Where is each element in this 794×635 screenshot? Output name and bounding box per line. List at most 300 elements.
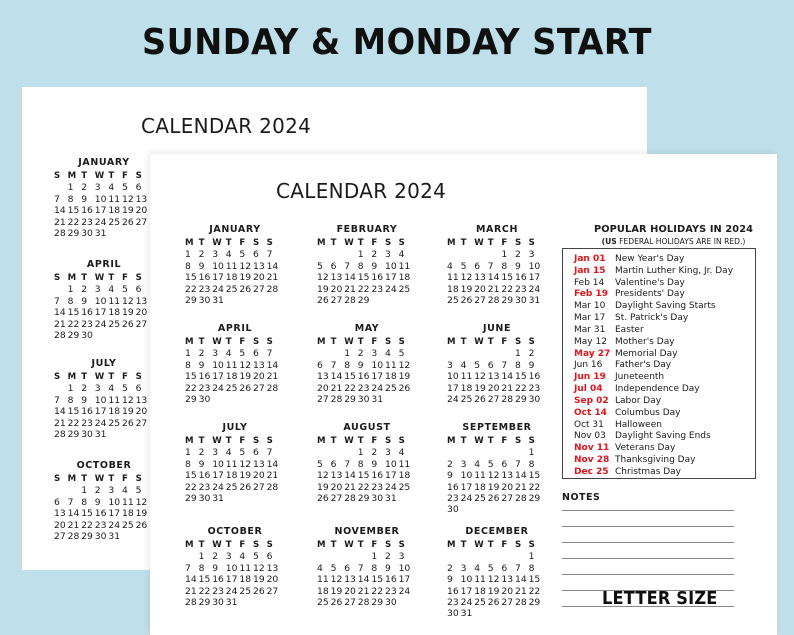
day-cell: 31 <box>528 294 541 306</box>
weekday-header: T <box>460 238 467 248</box>
day-cell: 13 <box>330 272 343 284</box>
day-cell: 7 <box>266 447 273 459</box>
day-cell: 11 <box>225 458 238 470</box>
day-cell: 25 <box>384 382 397 394</box>
weekday-header: S <box>54 474 61 484</box>
day-cell: 31 <box>94 227 107 239</box>
day-cell: 30 <box>198 492 211 504</box>
day-cell: 27 <box>252 382 265 394</box>
day-cell <box>317 447 331 458</box>
day-cell: 7 <box>266 249 273 261</box>
holiday-name: Labor Day <box>615 395 662 406</box>
weekday-header: W <box>474 238 484 248</box>
day-cell <box>447 249 461 260</box>
weekday-header: T <box>198 337 205 347</box>
holiday-date: Jun 16 <box>574 360 603 371</box>
weekday-header: F <box>371 337 378 347</box>
month-may <box>317 323 417 405</box>
day-cell: 23 <box>94 519 107 531</box>
day-cell: 26 <box>135 519 148 531</box>
day-cell: 15 <box>67 205 80 217</box>
day-cell: 8 <box>198 562 205 574</box>
day-cell: 5 <box>252 551 259 563</box>
day-cell: 2 <box>371 249 378 261</box>
weekday-header: T <box>357 337 364 347</box>
holidays-subtitle-us: (US <box>601 237 617 246</box>
day-cell: 11 <box>317 574 329 586</box>
holiday-name: Presidents' Day <box>615 289 685 300</box>
day-cell: 23 <box>81 216 93 228</box>
month-name: JANUARY <box>78 157 130 168</box>
day-cell: 6 <box>487 359 494 371</box>
weekday-header: W <box>344 436 354 446</box>
day-cell: 29 <box>501 294 514 306</box>
day-cell <box>253 295 267 306</box>
day-cell: 27 <box>487 393 500 405</box>
day-cell: 20 <box>344 585 356 597</box>
holiday-name: Thanksgiving Day <box>615 455 696 466</box>
day-cell: 27 <box>135 216 148 228</box>
day-cell <box>501 447 515 458</box>
day-cell: 9 <box>198 260 205 272</box>
day-cell: 17 <box>94 307 107 319</box>
day-cell: 12 <box>474 371 486 383</box>
day-cell <box>267 493 281 504</box>
holiday-row <box>574 337 755 349</box>
day-cell <box>474 249 488 260</box>
day-cell: 11 <box>460 371 473 383</box>
day-cell: 3 <box>460 458 467 470</box>
weekday-header: S <box>398 238 405 248</box>
day-cell: 6 <box>344 562 351 574</box>
day-cell: 8 <box>371 562 378 574</box>
day-cell: 11 <box>108 193 121 205</box>
day-cell: 1 <box>501 249 508 261</box>
day-cell: 21 <box>330 382 343 394</box>
day-cell: 21 <box>514 585 527 597</box>
day-cell: 19 <box>330 585 343 597</box>
day-cell: 4 <box>225 447 232 459</box>
day-cell: 16 <box>81 205 93 217</box>
holiday-row <box>574 443 755 455</box>
weekday-header: F <box>239 238 246 248</box>
day-cell: 16 <box>357 371 370 383</box>
day-cell: 24 <box>225 585 238 597</box>
day-cell: 23 <box>81 318 93 330</box>
day-cell: 31 <box>460 608 473 620</box>
day-cell: 26 <box>239 481 252 493</box>
day-cell: 13 <box>135 295 148 307</box>
day-cell: 25 <box>460 393 473 405</box>
day-cell: 13 <box>54 508 66 520</box>
day-cell: 5 <box>121 182 128 194</box>
weekday-header: F <box>501 238 508 248</box>
day-cell: 22 <box>185 481 197 493</box>
day-cell: 21 <box>501 382 514 394</box>
day-cell: 24 <box>460 492 473 504</box>
day-cell: 7 <box>67 496 74 508</box>
day-cell: 27 <box>252 481 265 493</box>
day-cell: 2 <box>198 348 205 360</box>
day-cell: 24 <box>108 519 121 531</box>
day-cell: 5 <box>398 348 405 360</box>
day-cell: 22 <box>67 417 80 429</box>
note-line <box>562 510 734 511</box>
back-month-april <box>54 259 154 341</box>
day-cell <box>136 531 150 542</box>
day-cell: 5 <box>121 284 128 296</box>
day-cell: 13 <box>501 574 514 586</box>
day-cell: 6 <box>501 458 508 470</box>
day-cell: 4 <box>108 182 115 194</box>
day-cell: 4 <box>225 249 232 261</box>
day-cell: 7 <box>344 458 351 470</box>
day-cell: 29 <box>185 492 197 504</box>
day-cell: 30 <box>528 393 541 405</box>
day-cell <box>501 551 515 562</box>
weekday-header: M <box>317 540 326 550</box>
day-cell: 19 <box>487 481 500 493</box>
weekday-header: W <box>212 337 222 347</box>
day-cell: 6 <box>330 260 337 272</box>
day-cell: 3 <box>371 348 378 360</box>
day-cell: 8 <box>81 496 88 508</box>
weekday-header: M <box>185 540 194 550</box>
day-cell: 27 <box>330 294 343 306</box>
weekday-header: S <box>54 171 61 181</box>
day-cell: 15 <box>185 272 197 284</box>
day-cell: 25 <box>225 283 238 295</box>
day-cell: 8 <box>501 260 508 272</box>
day-cell: 18 <box>121 508 134 520</box>
day-cell: 18 <box>474 585 486 597</box>
day-cell: 17 <box>212 470 224 482</box>
day-cell: 19 <box>487 585 500 597</box>
day-cell: 8 <box>357 260 364 272</box>
day-cell: 23 <box>212 585 224 597</box>
day-cell: 7 <box>357 562 364 574</box>
day-cell <box>474 608 488 619</box>
day-cell: 9 <box>212 562 219 574</box>
day-cell: 15 <box>357 470 370 482</box>
month-grid <box>54 474 154 542</box>
holiday-row <box>574 278 755 290</box>
day-cell: 19 <box>398 371 411 383</box>
day-cell <box>267 295 281 306</box>
holiday-date: May 27 <box>574 348 611 359</box>
weekday-header: M <box>67 372 77 382</box>
day-cell: 26 <box>330 596 343 608</box>
day-cell: 6 <box>135 182 142 194</box>
day-cell <box>501 348 515 359</box>
weekday-header: T <box>198 436 205 446</box>
day-cell: 23 <box>384 585 397 597</box>
holiday-name: St. Patrick's Day <box>615 313 689 324</box>
day-cell: 30 <box>447 608 459 620</box>
day-cell: 3 <box>384 447 391 459</box>
day-cell: 13 <box>252 260 265 272</box>
day-cell: 12 <box>239 359 252 371</box>
weekday-header: S <box>54 372 61 382</box>
day-cell: 22 <box>185 382 197 394</box>
day-cell <box>461 447 475 458</box>
day-cell: 20 <box>135 307 148 319</box>
day-cell: 10 <box>460 574 473 586</box>
day-cell: 16 <box>514 272 527 284</box>
day-cell: 26 <box>239 382 252 394</box>
day-cell: 30 <box>81 227 93 239</box>
note-line <box>562 574 734 575</box>
day-cell: 28 <box>266 481 279 493</box>
day-cell: 7 <box>54 193 60 205</box>
note-line <box>562 558 734 559</box>
day-cell: 9 <box>198 359 205 371</box>
holiday-name: Valentine's Day <box>615 277 685 288</box>
month-name: OCTOBER <box>207 526 263 537</box>
holiday-date: Jan 01 <box>574 254 606 264</box>
holiday-name: Independence Day <box>615 384 700 395</box>
weekday-header: T <box>108 474 115 484</box>
weekday-header: M <box>185 337 194 347</box>
holiday-date: Oct 31 <box>574 419 604 430</box>
day-cell: 11 <box>225 359 238 371</box>
day-cell: 14 <box>54 406 66 418</box>
weekday-header: S <box>528 238 535 248</box>
day-cell: 2 <box>384 551 391 563</box>
day-cell: 14 <box>514 470 527 482</box>
day-cell: 4 <box>474 562 481 574</box>
day-cell <box>54 383 68 394</box>
day-cell <box>488 249 502 260</box>
weekday-header: M <box>185 436 194 446</box>
day-cell: 17 <box>447 382 459 394</box>
day-cell: 21 <box>487 283 500 295</box>
day-cell <box>122 228 136 239</box>
holiday-row <box>574 372 755 384</box>
day-cell: 12 <box>121 394 134 406</box>
weekday-header: W <box>212 436 222 446</box>
month-name: APRIL <box>86 259 122 270</box>
day-cell: 18 <box>384 371 397 383</box>
weekday-header: W <box>474 540 484 550</box>
day-cell: 29 <box>67 428 80 440</box>
day-cell: 21 <box>266 470 279 482</box>
day-cell: 28 <box>344 294 356 306</box>
day-cell: 20 <box>317 382 329 394</box>
day-cell: 4 <box>108 284 115 296</box>
day-cell <box>136 429 150 440</box>
weekday-header: T <box>330 436 337 446</box>
day-cell: 11 <box>398 458 411 470</box>
day-cell <box>488 447 502 458</box>
weekday-header: S <box>398 436 405 446</box>
day-cell: 5 <box>121 383 128 395</box>
day-cell: 6 <box>330 458 337 470</box>
day-cell: 10 <box>384 260 397 272</box>
day-cell: 20 <box>266 574 279 586</box>
day-cell: 14 <box>266 260 279 272</box>
day-cell: 2 <box>198 447 205 459</box>
day-cell <box>461 348 475 359</box>
day-cell: 9 <box>447 470 453 482</box>
day-cell: 9 <box>81 295 88 307</box>
day-cell: 9 <box>371 260 378 272</box>
day-cell <box>317 249 331 260</box>
day-cell: 15 <box>528 574 541 586</box>
day-cell: 24 <box>94 216 107 228</box>
weekday-header: T <box>330 238 337 248</box>
month-grid <box>447 436 547 516</box>
holiday-row <box>574 325 755 337</box>
weekday-header: W <box>212 238 222 248</box>
day-cell: 20 <box>252 470 265 482</box>
day-cell: 1 <box>528 447 535 459</box>
day-cell: 15 <box>67 307 80 319</box>
day-cell <box>239 394 253 405</box>
day-cell: 30 <box>384 596 397 608</box>
day-cell: 15 <box>528 470 541 482</box>
weekday-header: S <box>135 474 142 484</box>
holiday-date: Jul 04 <box>574 384 603 395</box>
weekday-header: S <box>528 540 535 550</box>
day-cell: 4 <box>225 348 232 360</box>
day-cell: 29 <box>185 393 197 405</box>
weekday-header: F <box>239 540 246 550</box>
day-cell: 12 <box>317 272 329 284</box>
day-cell <box>515 551 529 562</box>
day-cell: 29 <box>357 294 370 306</box>
day-cell: 18 <box>108 307 121 319</box>
day-cell <box>226 295 240 306</box>
weekday-header: S <box>514 436 522 446</box>
day-cell: 14 <box>266 458 279 470</box>
day-cell: 15 <box>371 574 384 586</box>
holiday-name: Martin Luther King, Jr. Day <box>615 265 734 276</box>
month-name: MAY <box>354 323 380 334</box>
day-cell: 17 <box>384 470 397 482</box>
weekday-header: W <box>344 337 354 347</box>
day-cell: 2 <box>81 182 88 194</box>
day-cell: 10 <box>212 260 224 272</box>
day-cell: 21 <box>344 283 356 295</box>
day-cell: 22 <box>357 481 370 493</box>
holiday-row <box>574 420 755 432</box>
day-cell: 9 <box>514 260 521 272</box>
month-name: MARCH <box>475 224 519 235</box>
day-cell: 31 <box>108 530 121 542</box>
holiday-date: Oct 14 <box>574 407 607 418</box>
weekday-header: M <box>317 436 326 446</box>
holiday-row <box>574 254 755 266</box>
weekday-header: S <box>514 337 522 347</box>
weekday-header: S <box>514 540 522 550</box>
day-cell: 3 <box>225 551 232 563</box>
weekday-header: F <box>371 540 378 550</box>
day-cell: 26 <box>487 596 500 608</box>
holidays-title: POPULAR HOLIDAYS IN 2024 <box>593 224 754 235</box>
day-cell: 2 <box>94 485 101 497</box>
weekday-header: W <box>212 540 222 550</box>
day-cell: 23 <box>81 417 93 429</box>
day-cell <box>331 348 345 359</box>
holiday-date: Feb 14 <box>574 277 605 288</box>
day-cell: 9 <box>384 562 391 574</box>
day-cell: 25 <box>317 596 329 608</box>
day-cell: 22 <box>357 283 370 295</box>
day-cell <box>385 295 399 306</box>
day-cell: 1 <box>371 551 378 563</box>
weekday-header: S <box>252 540 260 550</box>
day-cell: 14 <box>67 508 80 520</box>
holiday-row <box>574 467 755 479</box>
weekday-header: S <box>135 171 142 181</box>
day-cell: 16 <box>198 272 211 284</box>
day-cell <box>331 551 345 562</box>
day-cell: 25 <box>398 283 411 295</box>
holidays-subtitle-note: FEDERAL HOLIDAYS ARE IN RED.) <box>616 237 746 246</box>
month-name: JULY <box>91 358 117 369</box>
day-cell: 13 <box>266 562 279 574</box>
day-cell: 6 <box>501 562 508 574</box>
day-cell: 20 <box>330 283 343 295</box>
day-cell <box>226 394 240 405</box>
day-cell: 20 <box>252 371 265 383</box>
day-cell: 1 <box>357 447 364 459</box>
day-cell: 23 <box>198 481 211 493</box>
day-cell: 5 <box>487 562 494 574</box>
day-cell: 7 <box>487 260 494 272</box>
day-cell: 16 <box>447 585 459 597</box>
weekday-header: S <box>135 273 142 283</box>
day-cell: 22 <box>67 318 80 330</box>
weekday-header: M <box>185 238 194 248</box>
back-month-october <box>54 460 154 542</box>
day-cell: 5 <box>487 458 494 470</box>
day-cell: 11 <box>398 260 411 272</box>
day-cell: 4 <box>317 562 323 574</box>
day-cell: 19 <box>460 283 473 295</box>
month-name: FEBRUARY <box>336 224 398 235</box>
day-cell: 13 <box>501 470 514 482</box>
month-grid <box>317 436 417 504</box>
month-name: NOVEMBER <box>334 526 400 537</box>
day-cell: 27 <box>474 294 486 306</box>
day-cell: 26 <box>252 585 265 597</box>
day-cell <box>515 447 529 458</box>
day-cell <box>317 348 331 359</box>
day-cell <box>68 485 82 496</box>
day-cell: 18 <box>225 371 238 383</box>
day-cell <box>317 551 331 562</box>
day-cell: 7 <box>54 394 60 406</box>
day-cell: 20 <box>330 481 343 493</box>
day-cell: 20 <box>474 283 486 295</box>
weekday-header: T <box>357 540 364 550</box>
day-cell: 3 <box>108 485 115 497</box>
day-cell: 2 <box>198 249 205 261</box>
day-cell: 22 <box>528 585 541 597</box>
day-cell: 30 <box>447 504 459 516</box>
day-cell: 19 <box>239 371 252 383</box>
day-cell: 28 <box>514 596 527 608</box>
day-cell: 19 <box>252 574 265 586</box>
day-cell: 12 <box>330 574 343 586</box>
day-cell: 18 <box>447 283 459 295</box>
day-cell: 1 <box>67 284 74 296</box>
weekday-header: S <box>398 540 405 550</box>
month-june <box>447 323 547 405</box>
day-cell: 29 <box>67 227 80 239</box>
